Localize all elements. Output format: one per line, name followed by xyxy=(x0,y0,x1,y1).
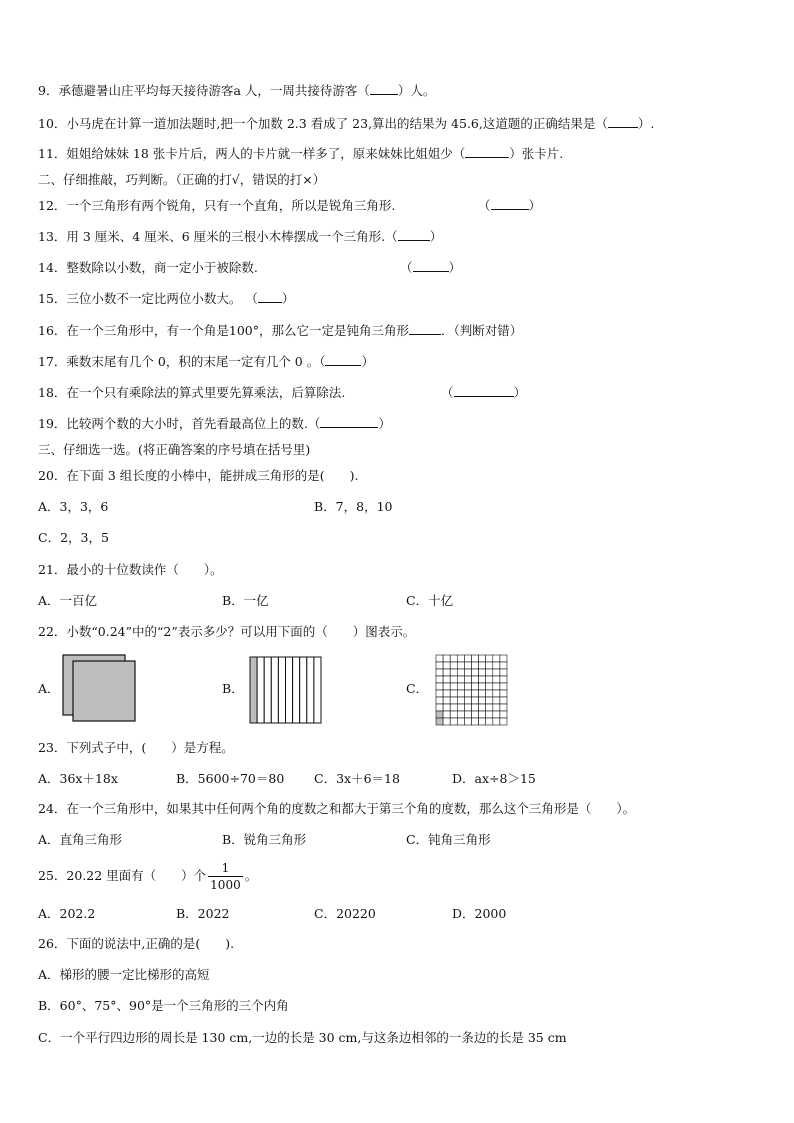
question-11-tail: ）张卡片. xyxy=(509,146,564,161)
grid-cell xyxy=(500,690,507,697)
grid-cell xyxy=(486,676,493,683)
strip-column xyxy=(264,657,271,723)
fraction xyxy=(208,862,243,891)
question-20: 20．在下面 3 组长度的小棒中，能拼成三角形的是( ). xyxy=(38,468,359,483)
grid-cell xyxy=(479,676,486,683)
two-squares-figure xyxy=(62,654,138,722)
option-c[interactable]: C．一个平行四边形的周长是 130 cm,一边的长是 30 cm,与这条边相邻的一条边的长是 35 cm xyxy=(38,1030,567,1045)
grid-cell xyxy=(493,718,500,725)
option-b[interactable]: B．5600÷70＝80 xyxy=(176,771,285,786)
question-19-text: 19．比较两个数的大小时，首先看最高位上的数.（ xyxy=(38,416,321,431)
option-a[interactable]: A．3，3，6 xyxy=(38,499,109,514)
grid-cell xyxy=(500,683,507,690)
option-b[interactable]: B． xyxy=(222,681,244,696)
grid-cell xyxy=(472,669,479,676)
option-a[interactable]: A．一百亿 xyxy=(38,593,98,608)
grid-cell xyxy=(479,697,486,704)
grid-cell xyxy=(443,676,450,683)
square-front xyxy=(73,661,135,721)
tenths-strip-figure xyxy=(249,656,323,724)
grid-cell xyxy=(436,683,443,690)
option-a[interactable]: A．202.2 xyxy=(38,906,96,921)
grid-cell xyxy=(443,718,450,725)
option-a[interactable]: A．梯形的腰一定比梯形的高短 xyxy=(38,967,210,982)
grid-cell xyxy=(457,676,464,683)
grid-cell xyxy=(436,662,443,669)
grid-cell xyxy=(472,711,479,718)
option-a[interactable]: A．直角三角形 xyxy=(38,832,123,847)
answer-blank[interactable] xyxy=(398,229,430,241)
grid-cell xyxy=(436,669,443,676)
question-10-text: 10．小马虎在计算一道加法题时,把一个加数 2.3 看成了 23,算出的结果为 45.6,这道题的正确结果是（ xyxy=(38,116,608,131)
grid-cell xyxy=(436,697,443,704)
question-11 xyxy=(38,145,563,163)
grid-cell xyxy=(500,704,507,711)
question-14 xyxy=(38,259,258,277)
grid-cell xyxy=(500,697,507,704)
grid-cell xyxy=(436,718,443,725)
grid-cell xyxy=(493,676,500,683)
option-b[interactable]: B．一亿 xyxy=(222,593,269,608)
strip-column xyxy=(257,657,264,723)
section-heading-3: 三、仔细选一选。(将正确答案的序号填在括号里) xyxy=(38,442,311,457)
grid-cell xyxy=(486,704,493,711)
grid-cell xyxy=(436,676,443,683)
question-15-text: 15．三位小数不一定比两位小数大。 （ xyxy=(38,291,258,306)
grid-cell xyxy=(450,683,457,690)
question-10-tail: ）. xyxy=(637,116,655,131)
option-c[interactable]: C．20220 xyxy=(314,906,376,921)
grid-cell xyxy=(443,662,450,669)
grid-cell xyxy=(500,711,507,718)
question-17-text: 17．乘数末尾有几个 0，积的末尾一定有几个 0 。（ xyxy=(38,354,326,369)
grid-cell xyxy=(472,662,479,669)
grid-cell xyxy=(443,683,450,690)
answer-blank[interactable] xyxy=(413,260,449,272)
grid-cell xyxy=(450,690,457,697)
answer-blank[interactable] xyxy=(491,198,529,210)
grid-cell xyxy=(443,711,450,718)
question-18-answer: （ ） xyxy=(441,385,527,400)
grid-cell xyxy=(486,718,493,725)
grid-cell xyxy=(450,655,457,662)
option-c[interactable]: C．钝角三角形 xyxy=(406,832,491,847)
grid-cell xyxy=(464,704,471,711)
question-16 xyxy=(38,322,522,340)
question-22: 22．小数“0.24”中的“2”表示多少？可以用下面的（ ）图表示。 xyxy=(38,624,416,639)
option-d[interactable]: D．ax÷8＞15 xyxy=(452,771,536,786)
grid-cell xyxy=(464,718,471,725)
grid-cell xyxy=(450,662,457,669)
grid-cell xyxy=(479,669,486,676)
option-b[interactable]: B．60°、75°、90°是一个三角形的三个内角 xyxy=(38,998,289,1013)
question-10 xyxy=(38,115,654,133)
grid-cell xyxy=(479,655,486,662)
grid-cell xyxy=(493,662,500,669)
answer-blank[interactable] xyxy=(258,291,282,303)
question-25: 25．20.22 里面有（ ）个 $\frac{1}{1000}$ 。 xyxy=(38,861,258,892)
grid-cell xyxy=(493,697,500,704)
grid-cell xyxy=(457,690,464,697)
question-16-tail: ．（判断对错） xyxy=(441,323,523,338)
grid-cell xyxy=(464,676,471,683)
grid-cell xyxy=(464,697,471,704)
grid-cell xyxy=(500,662,507,669)
grid-cell xyxy=(450,704,457,711)
grid-cell xyxy=(493,690,500,697)
grid-cell xyxy=(450,676,457,683)
grid-cell xyxy=(450,718,457,725)
grid-cell xyxy=(479,683,486,690)
grid-cell xyxy=(457,683,464,690)
option-a[interactable]: A． xyxy=(38,681,60,696)
question-13-text: 13．用 3 厘米、4 厘米、6 厘米的三根小木棒摆成一个三角形.（ xyxy=(38,229,398,244)
question-9 xyxy=(38,82,435,100)
fraction-numerator: 1 xyxy=(221,861,230,875)
question-12 xyxy=(38,197,395,215)
question-15: 15．三位小数不一定比两位小数大。 （ ） xyxy=(38,291,295,306)
grid-cell xyxy=(472,676,479,683)
grid-cell xyxy=(443,669,450,676)
grid-cell xyxy=(493,683,500,690)
grid-cell xyxy=(464,683,471,690)
grid-cell xyxy=(486,662,493,669)
option-b[interactable]: B．2022 xyxy=(176,906,230,921)
option-b[interactable]: B．锐角三角形 xyxy=(222,832,307,847)
grid-cell xyxy=(450,711,457,718)
question-9-tail: ）人。 xyxy=(397,83,436,98)
grid-cell xyxy=(493,704,500,711)
grid-cell xyxy=(450,697,457,704)
answer-blank[interactable] xyxy=(325,354,361,366)
grid-cell xyxy=(486,711,493,718)
question-18 xyxy=(38,384,345,402)
question-24: 24．在一个三角形中，如果其中任何两个角的度数之和都大于第三个角的度数，那么这个三角形是（ ）。 xyxy=(38,801,636,816)
grid-cell xyxy=(500,669,507,676)
grid-cell xyxy=(457,711,464,718)
grid-cell xyxy=(443,704,450,711)
question-26: 26．下面的说法中,正确的是( ). xyxy=(38,936,235,951)
grid-cell xyxy=(472,697,479,704)
grid-cell xyxy=(457,662,464,669)
grid-cell xyxy=(486,683,493,690)
grid-cell xyxy=(479,690,486,697)
answer-blank[interactable] xyxy=(320,416,378,428)
strip-column xyxy=(300,657,307,723)
grid-cell xyxy=(443,697,450,704)
question-11-text: 11．姐姐给妹妹 18 张卡片后，两人的卡片就一样多了，原来妹妹比姐姐少（ xyxy=(38,146,466,161)
grid-cell xyxy=(486,655,493,662)
strip-column xyxy=(307,657,314,723)
grid-cell xyxy=(472,718,479,725)
question-25-text: 25．20.22 里面有（ ）个 xyxy=(38,868,207,883)
answer-blank[interactable] xyxy=(465,146,509,158)
option-a[interactable]: A．36x＋18x xyxy=(38,771,118,786)
grid-cell xyxy=(464,690,471,697)
option-c[interactable]: C．2，3，5 xyxy=(38,530,109,545)
option-c[interactable]: C． xyxy=(406,681,429,696)
question-19: 19．比较两个数的大小时，首先看最高位上的数.（ ） xyxy=(38,416,391,431)
grid-cell xyxy=(500,676,507,683)
grid-cell xyxy=(457,697,464,704)
grid-cell xyxy=(486,697,493,704)
fraction-denominator: 1000 xyxy=(210,878,241,892)
question-14-answer: （ ） xyxy=(400,260,462,275)
grid-cell xyxy=(464,711,471,718)
grid-cell xyxy=(464,655,471,662)
grid-cell xyxy=(493,711,500,718)
question-9-text: 9．承德避暑山庄平均每天接待游客a 人，一周共接待游客（ xyxy=(38,83,370,98)
question-12-text: 12．一个三角形有两个锐角，只有一个直角，所以是锐角三角形. xyxy=(38,198,396,213)
grid-cell xyxy=(436,704,443,711)
grid-cell xyxy=(436,655,443,662)
grid-cell xyxy=(457,704,464,711)
question-18-text: 18．在一个只有乘除法的算式里要先算乘法，后算除法. xyxy=(38,385,346,400)
grid-cell xyxy=(486,690,493,697)
section-heading-2: 二、仔细推敲，巧判断。（正确的打√，错误的打×） xyxy=(38,172,326,187)
answer-blank[interactable] xyxy=(409,323,441,335)
grid-cell xyxy=(443,655,450,662)
grid-cell xyxy=(457,655,464,662)
grid-cell xyxy=(472,690,479,697)
grid-cell xyxy=(457,669,464,676)
strip-column xyxy=(250,657,257,723)
grid-cell xyxy=(493,669,500,676)
grid-cell xyxy=(479,662,486,669)
option-c[interactable]: C．3x＋6＝18 xyxy=(314,771,400,786)
strip-column xyxy=(286,657,293,723)
option-b[interactable]: B．7，8，10 xyxy=(314,499,393,514)
grid-cell xyxy=(472,655,479,662)
option-d[interactable]: D．2000 xyxy=(452,906,507,921)
grid-cell xyxy=(500,718,507,725)
grid-cell xyxy=(464,669,471,676)
grid-cell xyxy=(450,669,457,676)
question-12-answer: （ ） xyxy=(478,198,542,213)
option-c[interactable]: C．十亿 xyxy=(406,593,454,608)
grid-cell xyxy=(443,690,450,697)
strip-column xyxy=(271,657,278,723)
strip-column xyxy=(278,657,285,723)
grid-cell xyxy=(472,704,479,711)
question-16-text: 16．在一个三角形中，有一个角是100°，那么它一定是钝角三角形 xyxy=(38,323,410,338)
grid-cell xyxy=(500,655,507,662)
question-13: 13．用 3 厘米、4 厘米、6 厘米的三根小木棒摆成一个三角形.（ ） xyxy=(38,229,443,244)
answer-blank[interactable] xyxy=(370,83,398,95)
answer-blank[interactable] xyxy=(454,385,514,397)
grid-cell xyxy=(493,655,500,662)
strip-column xyxy=(293,657,300,723)
grid-cell xyxy=(472,683,479,690)
grid-cell xyxy=(479,704,486,711)
grid-cell xyxy=(479,718,486,725)
strip-column xyxy=(314,657,321,723)
question-14-text: 14．整数除以小数，商一定小于被除数. xyxy=(38,260,258,275)
grid-cell xyxy=(436,690,443,697)
grid-cell xyxy=(464,662,471,669)
question-23: 23．下列式子中，( ）是方程。 xyxy=(38,740,234,755)
question-17: 17．乘数末尾有几个 0，积的末尾一定有几个 0 。（ ） xyxy=(38,354,374,369)
question-21: 21．最小的十位数读作（ ）。 xyxy=(38,562,223,577)
grid-cell xyxy=(436,711,443,718)
grid-cell xyxy=(479,711,486,718)
grid-cell xyxy=(457,718,464,725)
answer-blank[interactable] xyxy=(608,116,638,128)
hundredths-grid-figure xyxy=(435,654,509,726)
grid-cell xyxy=(486,669,493,676)
